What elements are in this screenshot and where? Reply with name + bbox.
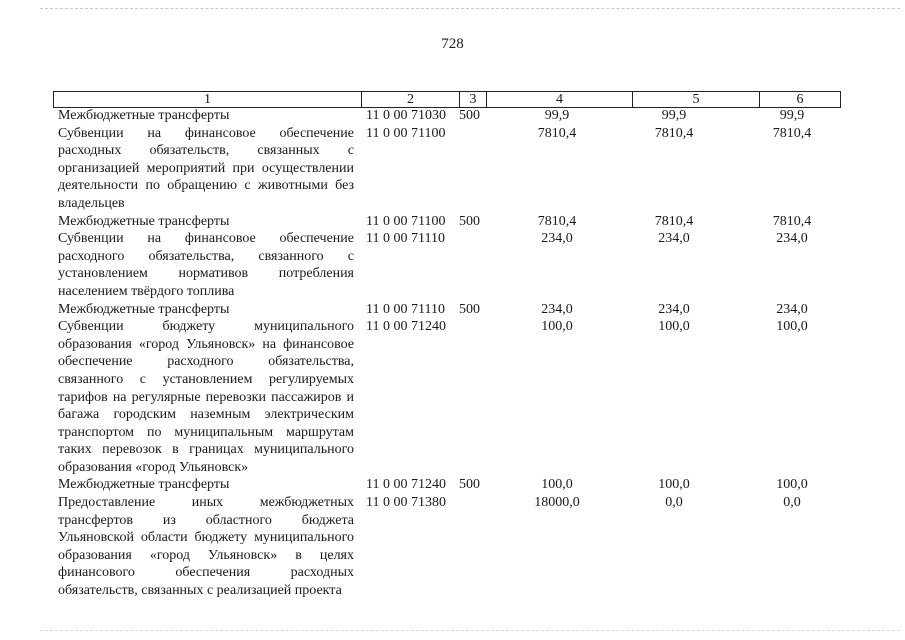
table-row [58, 476, 848, 494]
row-value-5: 234,0 [658, 231, 690, 247]
row-value-4: 100,0 [541, 477, 573, 493]
header-col-6: 6 [796, 92, 804, 107]
table-header-row [53, 91, 841, 108]
row-value-6: 234,0 [776, 301, 808, 317]
row-value-4: 7810,4 [537, 213, 577, 229]
row-name: Субвенции на финансовое обеспечение расходного обязательства, связанного с установлением нормативов потребления населением твёрдого топлива [58, 231, 354, 299]
row-code: 11 0 00 71110 [366, 231, 445, 247]
row-value-6: 0,0 [783, 495, 801, 511]
table-row [58, 213, 848, 231]
row-vr: 500 [459, 108, 480, 123]
row-value-6: 100,0 [776, 477, 808, 493]
row-value-5: 100,0 [658, 319, 690, 335]
row-value-4: 234,0 [541, 231, 573, 247]
row-value-4: 99,9 [544, 108, 570, 123]
row-value-4: 234,0 [541, 301, 573, 317]
row-vr: 500 [459, 213, 480, 229]
row-value-4: 100,0 [541, 319, 573, 335]
table-row [58, 125, 848, 213]
row-name: Субвенции на финансовое обеспечение расходных обязательств, связанных с организацией мероприятий при осуществлении деятельности по обращению с животными без владельцев [58, 125, 354, 211]
row-name: Межбюджетные трансферты [58, 108, 230, 123]
header-col-2: 2 [362, 92, 460, 107]
bottom-scan-line [40, 630, 900, 631]
row-vr: 500 [459, 301, 480, 317]
row-value-6: 100,0 [776, 319, 808, 335]
row-value-5: 100,0 [658, 477, 690, 493]
table-row [58, 230, 848, 300]
top-scan-line [40, 8, 900, 9]
row-vr [459, 494, 499, 600]
row-value-6: 234,0 [776, 231, 808, 247]
row-name: Межбюджетные трансферты [58, 301, 230, 317]
row-vr [459, 125, 499, 213]
table-row [58, 301, 848, 319]
table-row [58, 318, 848, 476]
row-code: 11 0 00 71240 [366, 477, 446, 493]
row-value-6: 7810,4 [772, 125, 812, 141]
row-code: 11 0 00 71030 [366, 108, 446, 123]
page-number: 728 [441, 36, 464, 52]
row-value-5: 99,9 [661, 108, 687, 123]
row-code: 11 0 00 71380 [366, 495, 446, 511]
row-value-5: 234,0 [658, 301, 690, 317]
row-value-6: 7810,4 [772, 213, 812, 229]
table-body [58, 107, 848, 600]
row-name: Межбюджетные трансферты [58, 213, 230, 229]
row-vr: 500 [459, 477, 480, 493]
row-code: 11 0 00 71100 [366, 213, 446, 229]
row-name: Предоставление иных межбюджетных трансфертов из областного бюджета Ульяновской области бюджету муниципального образования «город Ульяновск» в целях финансового обеспечения расходных обязательств, связанных с реализацией проекта [58, 495, 354, 599]
row-vr [459, 230, 499, 300]
header-col-3: 3 [460, 92, 487, 107]
row-value-5: 7810,4 [654, 125, 694, 141]
row-code: 11 0 00 71240 [366, 319, 446, 335]
row-value-4: 18000,0 [534, 495, 580, 511]
table-row [58, 494, 848, 600]
row-name: Субвенции бюджету муниципального образования «город Ульяновск» на финансовое обеспечение расходного обязательства, связанного с установлением регулируемых тарифов на регулярные перевозки пассажиров и багажа городским наземным электрическим транспортом по муниципальным маршрутам таких перевозок в границах муниципального образования «город Ульяновск» [58, 319, 354, 475]
header-col-5: 5 [633, 92, 760, 107]
row-value-6: 99,9 [779, 108, 805, 123]
row-code: 11 0 00 71100 [366, 125, 446, 141]
row-name: Межбюджетные трансферты [58, 477, 230, 493]
table-row [58, 107, 848, 125]
header-col-4: 4 [487, 92, 633, 107]
header-col-1: 1 [54, 92, 362, 107]
row-code: 11 0 00 71110 [366, 301, 445, 317]
row-vr [459, 318, 499, 476]
row-value-4: 7810,4 [537, 125, 577, 141]
row-value-5: 0,0 [665, 495, 683, 511]
row-value-5: 7810,4 [654, 213, 694, 229]
